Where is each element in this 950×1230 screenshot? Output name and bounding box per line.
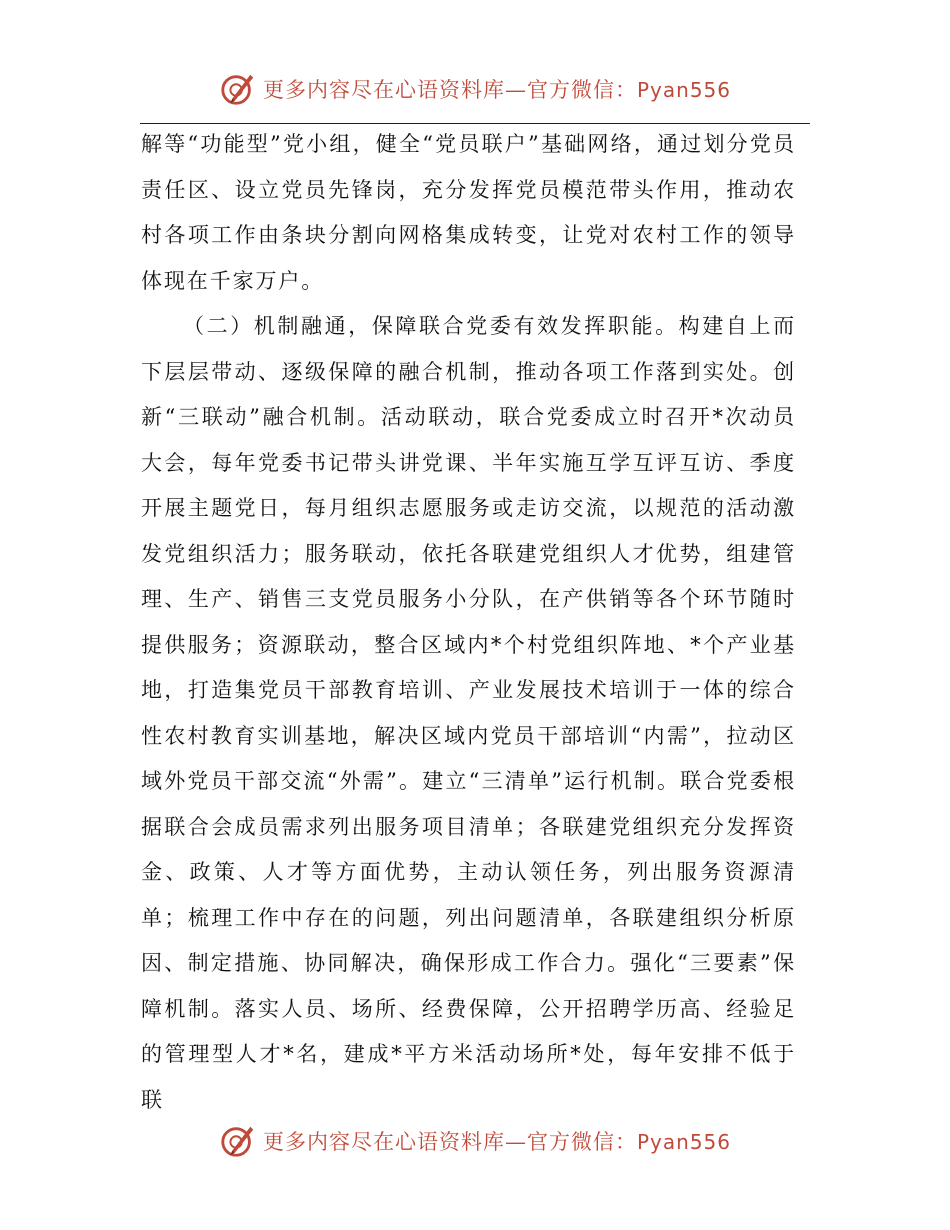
header-banner-label: 更多内容尽在心语资料库—官方微信：	[262, 78, 637, 102]
footer-banner	[0, 1122, 950, 1160]
paragraph-continuation: 解等“功能型”党小组，健全“党员联户”基础网络，通过划分党员责任区、设立党员先锋岗，充分发挥党员模范带头作用，推动农村各项工作由条块分割向网格集成转变，让党对农村工作的领导体现在千家万户。	[141, 132, 796, 293]
footer-banner-label: 更多内容尽在心语资料库—官方微信：	[262, 1130, 637, 1154]
footer-banner-text	[263, 1126, 731, 1156]
pen-logo-icon	[219, 1122, 257, 1160]
header-banner	[0, 70, 950, 108]
paragraph-section-two: （二）机制融通，保障联合党委有效发挥职能。构建自上而下层层带动、逐级保障的融合机制，推动各项工作落到实处。创新“三联动”融合机制。活动联动，联合党委成立时召开*次动员大会，每年党委书记带头讲党课、半年实施互学互评互访、季度开展主题党日，每月组织志愿服务或走访交流，以规范的活动激发党组织活力；服务联动，依托各联建党组织人才优势，组建管理、生产、销售三支党员服务小分队，在产供销等各个环节随时提供服务；资源联动，整合区域内*个村党组织阵地、*个产业基地，打造集党员干部教育培训、产业发展技术培训于一体的综合性农村教育实训基地，解决区域内党员干部培训“内需”，拉动区域外党员干部交流“外需”。建立“三清单”运行机制。联合党委根据联合会成员需求列出服务项目清单；各联建党组织充分发挥资金、政策、人才等方面优势，主动认领任务，列出服务资源清单；梳理工作中存在的问题，列出问题清单，各联建组织分析原因、制定措施、协同解决，确保形成工作合力。强化“三要素”保障机制。落实人员、场所、经费保障，公开招聘学历高、经验足的管理型人才*名，建成*平方米活动场所*处，每年安排不低于联	[141, 314, 796, 1112]
document-body	[141, 122, 796, 1123]
header-banner-text	[263, 74, 731, 104]
footer-banner-contact: Pyan556	[636, 1130, 731, 1154]
pen-logo-icon	[219, 70, 257, 108]
header-banner-contact: Pyan556	[636, 78, 731, 102]
